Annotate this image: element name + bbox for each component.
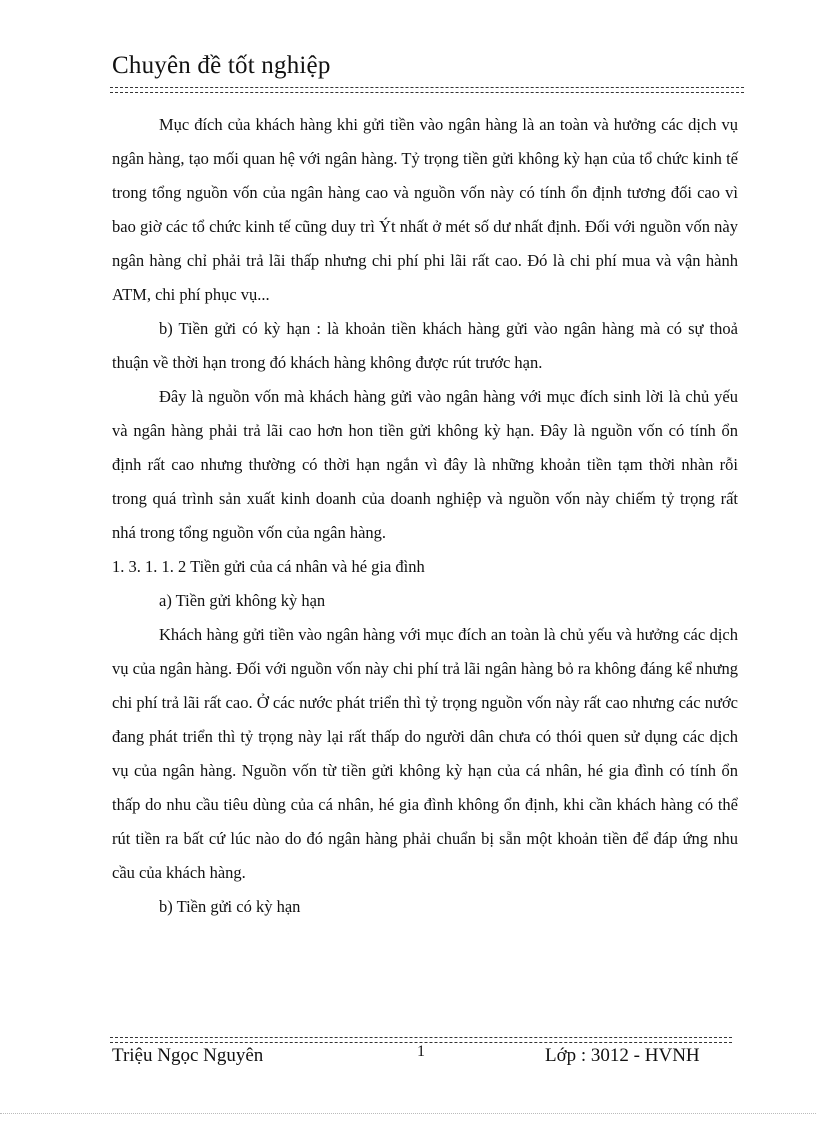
page-edge-divider bbox=[0, 1113, 816, 1114]
footer-class: Lớp : 3012 - HVNH bbox=[545, 1045, 700, 1066]
paragraph: Mục đích của khách hàng khi gửi tiền vào ngân hàng là an toàn và hưởng các dịch vụ ngân hàng, tạo mối quan hệ với ngân hàng. Tỷ trọng tiền gửi không kỳ hạn của tổ chức kinh tế trong tổng nguồn vốn của ngân hàng cao và nguồn vốn này có tính ổn định tương đối cao vì bao giờ các tổ chức kinh tế cũng duy trì Ýt nhất ở mét số dư nhất định. Đối với nguồn vốn này ngân hàng chỉ phải trả lãi thấp nhưng chi phí phi lãi rất cao. Đó là chi phí mua và vận hành ATM, chi phí phục vụ... bbox=[112, 115, 738, 304]
section-heading: 1. 3. 1. 1. 2 Tiền gửi của cá nhân và hé gia đình bbox=[112, 557, 425, 576]
paragraph: Khách hàng gửi tiền vào ngân hàng với mục đích an toàn là chủ yếu và hưởng các dịch vụ của ngân hàng. Đối với nguồn vốn này chi phí trả lãi ngân hàng bỏ ra không đáng kể nhưng chi phí trả lãi rất cao. Ở các nước phát triển thì tỷ trọng nguồn vốn này rất cao nhưng các nước đang phát triển thì tỷ trọng này lại rất thấp do người dân chưa có thói quen sử dụng các dịch vụ của ngân hàng. Nguồn vốn từ tiền gửi không kỳ hạn của cá nhân, hé gia đình có tính ổn thấp do nhu cầu tiêu dùng của cá nhân, hé gia đình không ổn định, khi cần khách hàng có thể rút tiền ra bất cứ lúc nào do đó ngân hàng phải chuẩn bị sẵn một khoản tiền để đáp ứng nhu cầu của khách hàng. bbox=[112, 625, 738, 882]
header-title: Chuyên đề tốt nghiệp bbox=[112, 52, 331, 79]
document-body bbox=[112, 108, 738, 924]
subsection-heading: a) Tiền gửi không kỳ hạn bbox=[159, 591, 326, 610]
header-divider bbox=[110, 87, 744, 93]
paragraph: Đây là nguồn vốn mà khách hàng gửi vào ngân hàng với mục đích sinh lời là chủ yếu và ngân hàng phải trả lãi cao hơn hon tiền gửi không kỳ hạn. Đây là nguồn vốn có tính ổn định rất cao nhưng thường có thời hạn ngắn vì đây là những khoản tiền tạm thời nhàn rỗi trong quá trình sản xuất kinh doanh của doanh nghiệp và nguồn vốn này chiếm tỷ trọng rất nhá trong tổng nguồn vốn của ngân hàng. bbox=[112, 387, 738, 542]
subsection-heading: b) Tiền gửi có kỳ hạn bbox=[159, 897, 301, 916]
footer-author: Triệu Ngọc Nguyên bbox=[112, 1045, 264, 1066]
page-number: 1 bbox=[417, 1043, 425, 1060]
paragraph: b) Tiền gửi có kỳ hạn : là khoản tiền khách hàng gửi vào ngân hàng mà có sự thoả thuận về thời hạn trong đó khách hàng không được rút trước hạn. bbox=[112, 319, 738, 372]
